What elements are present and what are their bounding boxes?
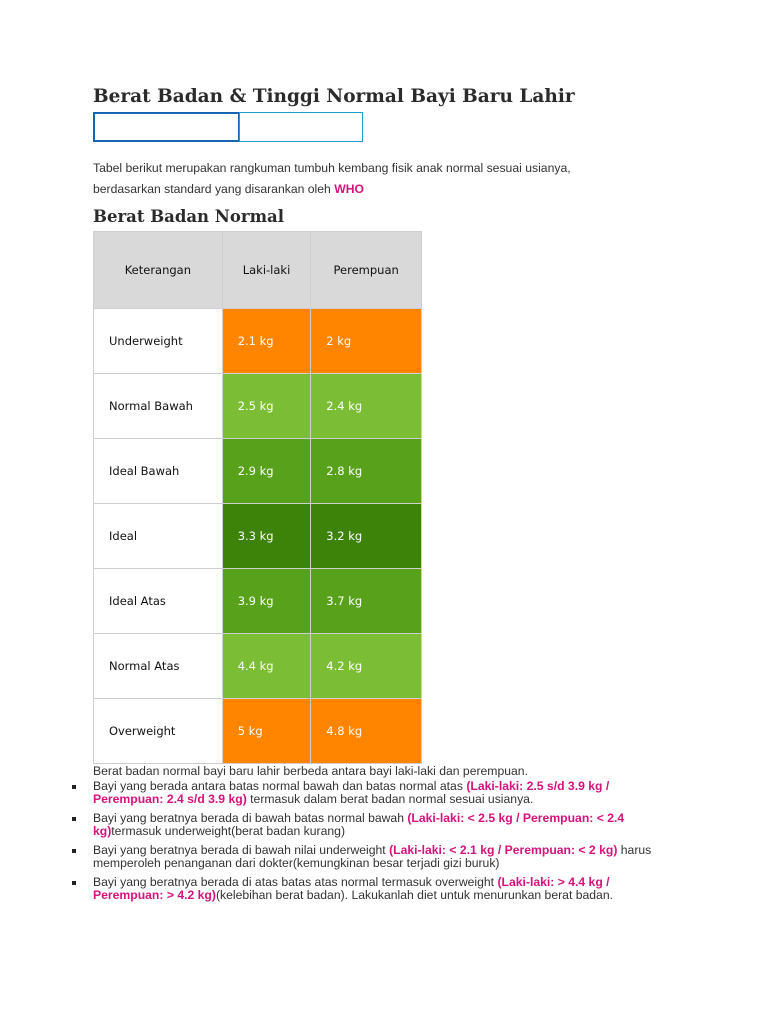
empty-box-left[interactable] — [93, 112, 240, 142]
value-perempuan: 4.8 kg — [311, 699, 422, 764]
note-highlight-perempuan: Perempuan: < 2 kg) — [504, 842, 618, 857]
note-text: harus memperoleh penanganan dari dokter(kemungkinan besar terjadi gizi buruk) — [93, 842, 652, 870]
intro-paragraph — [93, 158, 653, 200]
row-label: Normal Bawah — [94, 374, 223, 439]
table-row — [94, 504, 422, 569]
note-separator: / — [512, 810, 523, 825]
value-perempuan: 2.8 kg — [311, 439, 422, 504]
row-label: Ideal — [94, 504, 223, 569]
table-row — [94, 569, 422, 634]
row-label: Overweight — [94, 699, 223, 764]
intro-line-1: Tabel berikut merupakan rangkuman tumbuh kembang fisik anak normal sesuai usianya, — [93, 161, 571, 175]
table-row — [94, 699, 422, 764]
value-perempuan: 2.4 kg — [311, 374, 422, 439]
note-text: Bayi yang berada antara batas normal bawah dan batas normal atas — [93, 778, 467, 793]
note-text: Bayi yang beratnya berada di bawah nilai underweight — [93, 842, 390, 857]
empty-tab-boxes — [93, 112, 363, 142]
note-separator: / — [602, 874, 610, 889]
note-text: termasuk underweight(berat badan kurang) — [111, 824, 346, 838]
list-item — [93, 812, 673, 839]
value-perempuan: 3.7 kg — [311, 569, 422, 634]
value-laki-laki: 2.9 kg — [222, 439, 311, 504]
list-item — [93, 844, 673, 871]
note-highlight-laki: (Laki-laki: > 4.4 kg — [497, 874, 603, 889]
value-laki-laki: 5 kg — [222, 699, 311, 764]
value-perempuan: 3.2 kg — [311, 504, 422, 569]
note-highlight-perempuan: Perempuan: > 4.2 kg) — [93, 888, 216, 902]
table-row — [94, 374, 422, 439]
note-highlight-laki: (Laki-laki: 2.5 s/d 3.9 kg — [466, 778, 603, 793]
note-highlight-laki: (Laki-laki: < 2.1 kg — [389, 842, 495, 857]
value-laki-laki: 3.3 kg — [222, 504, 311, 569]
note-text: termasuk dalam berat badan normal sesuai usianya. — [246, 792, 534, 806]
row-label: Underweight — [94, 309, 223, 374]
table-row — [94, 309, 422, 374]
header-keterangan: Keterangan — [94, 232, 223, 309]
section-title: Berat Badan Normal — [93, 207, 284, 226]
note-highlight-perempuan: Perempuan: < 2.4 kg) — [93, 810, 625, 838]
weight-table — [93, 231, 422, 764]
value-laki-laki: 4.4 kg — [222, 634, 311, 699]
note-separator: / — [602, 778, 610, 793]
header-perempuan: Perempuan — [311, 232, 422, 309]
note-text: (kelebihan berat badan). Lakukanlah diet untuk menurunkan berat badan. — [215, 888, 613, 902]
empty-box-right[interactable] — [239, 112, 363, 142]
value-perempuan: 4.2 kg — [311, 634, 422, 699]
page-title: Berat Badan & Tinggi Normal Bayi Baru Lahir — [93, 86, 575, 107]
header-laki-laki: Laki-laki — [222, 232, 311, 309]
row-label: Normal Atas — [94, 634, 223, 699]
list-item — [93, 876, 673, 903]
table-row — [94, 439, 422, 504]
note-text: Bayi yang beratnya berada di atas batas atas normal termasuk overweight — [93, 874, 498, 889]
note-highlight-laki: (Laki-laki: < 2.5 kg — [407, 810, 513, 825]
list-item — [93, 780, 673, 807]
row-label: Ideal Bawah — [94, 439, 223, 504]
notes-list — [93, 780, 673, 903]
note-separator: / — [494, 842, 505, 857]
value-laki-laki: 3.9 kg — [222, 569, 311, 634]
note-text: Bayi yang beratnya berada di bawah batas normal bawah — [93, 810, 408, 825]
table-header-row — [94, 232, 422, 309]
value-laki-laki: 2.5 kg — [222, 374, 311, 439]
value-laki-laki: 2.1 kg — [222, 309, 311, 374]
table-row — [94, 634, 422, 699]
notes-lead: Berat badan normal bayi baru lahir berbeda antara bayi laki-laki dan perempuan. — [93, 764, 528, 778]
who-link[interactable]: WHO — [334, 182, 365, 196]
notes-section — [93, 765, 673, 908]
row-label: Ideal Atas — [94, 569, 223, 634]
intro-line-2: berdasarkan standard yang disarankan oleh — [93, 182, 331, 196]
value-perempuan: 2 kg — [311, 309, 422, 374]
note-highlight-perempuan: Perempuan: 2.4 s/d 3.9 kg) — [93, 792, 247, 806]
